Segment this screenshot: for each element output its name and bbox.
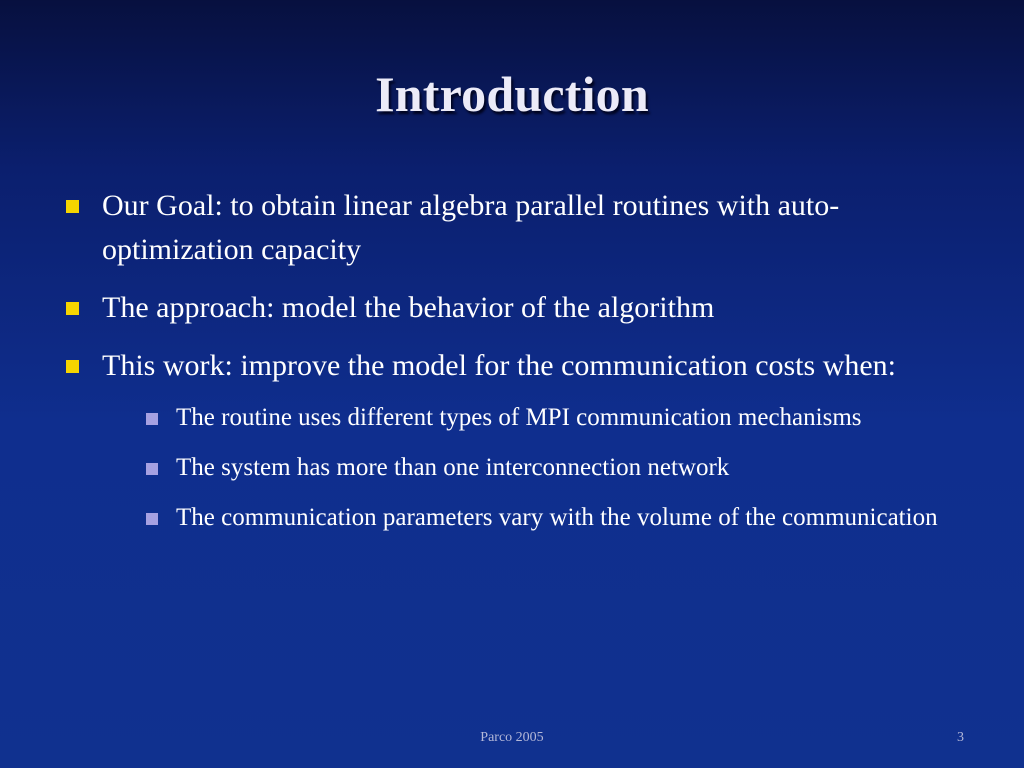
sub-bullet-item [146,498,980,538]
square-sub-bullet-icon [146,413,158,425]
footer-text: Parco 2005 [480,730,544,745]
page-number: 3 [957,730,964,745]
square-sub-bullet-icon [146,513,158,525]
sub-bullet-item [146,448,980,488]
sub-bullet-text: The system has more than one interconnection network [176,454,730,481]
sub-bullet-list [60,398,980,538]
sub-bullet-text: The routine uses different types of MPI communication mechanisms [176,404,862,431]
sub-bullet-text: The communication parameters vary with the volume of the communication [176,504,938,531]
square-bullet-icon [66,200,79,213]
bullet-text: This work: improve the model for the communication costs when: [102,349,897,382]
sub-bullet-item [146,398,980,438]
square-sub-bullet-icon [146,463,158,475]
slide-title: Introduction [375,66,649,122]
bullet-text: Our Goal: to obtain linear algebra parallel routines with auto-optimization capacity [102,189,840,266]
bullet-item [60,344,980,388]
bullet-text: The approach: model the behavior of the algorithm [102,291,715,324]
square-bullet-icon [66,360,79,373]
bullet-item [60,286,980,330]
bullet-list [60,184,980,548]
bullet-item [60,184,980,272]
square-bullet-icon [66,302,79,315]
